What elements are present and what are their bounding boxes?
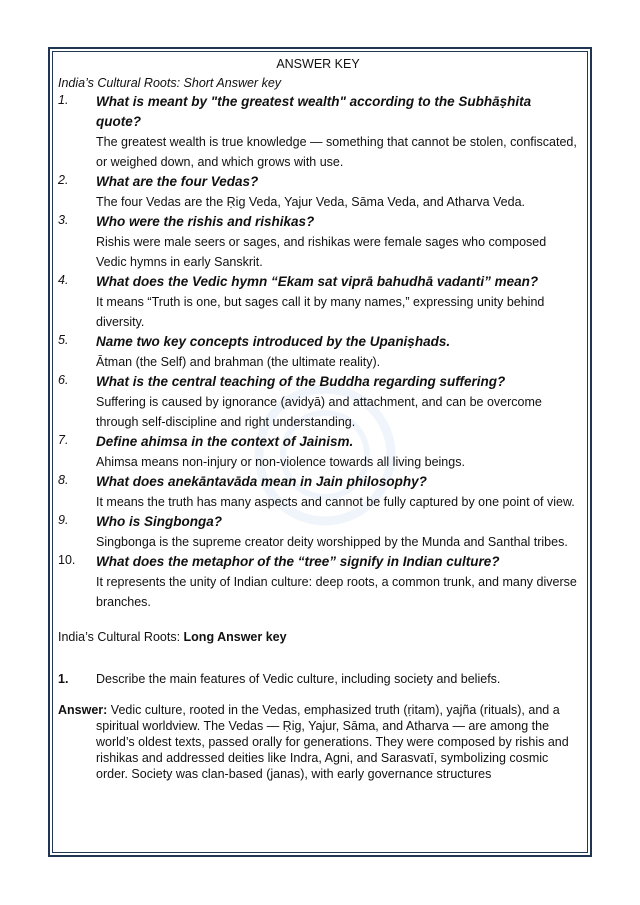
list-item xyxy=(58,212,578,272)
question-number: 10. xyxy=(58,553,76,567)
document-body xyxy=(58,55,578,782)
question-text: Name two key concepts introduced by the Upaniṣhads. xyxy=(96,334,451,349)
answer-text: The four Vedas are the Ṛig Veda, Yajur Veda, Sāma Veda, and Atharva Veda. xyxy=(96,195,526,209)
question-number: 5. xyxy=(58,333,69,347)
question-number: 4. xyxy=(58,273,69,287)
question-text: What is meant by "the greatest wealth" according to the Subhāṣhita quote? xyxy=(96,94,532,129)
question-text: Define ahimsa in the context of Jainism. xyxy=(96,434,354,449)
long-question xyxy=(58,670,578,688)
question-text: Who were the rishis and rishikas? xyxy=(96,214,315,229)
answer-body: Vedic culture, rooted in the Vedas, emphasized truth (ṛitam), yajña (rituals), and a spiritual worldview. The Vedas — Ṛig, Yajur, Sāma, and Atharva — are among the world’s oldest texts, passed orally for generations. They were composed by rishis and rishikas and addressed deities like Indra, Agni, and Sarasvatī, symbolizing cosmic order. Society was clan-based (janas), with early governance structures xyxy=(96,703,569,781)
long-answer xyxy=(58,702,578,782)
answer-text: Suffering is caused by ignorance (avidyā) and attachment, and can be overcome through self-discipline and right understanding. xyxy=(96,395,542,429)
short-answer-subtitle: India’s Cultural Roots: Short Answer key xyxy=(58,76,282,90)
question-number: 1. xyxy=(58,93,69,107)
list-item xyxy=(58,92,578,172)
question-text: What does the metaphor of the “tree” signify in Indian culture? xyxy=(96,554,500,569)
list-item xyxy=(58,512,578,552)
long-answer-heading-prefix: India’s Cultural Roots: xyxy=(58,630,184,644)
question-number: 3. xyxy=(58,213,69,227)
answer-text: The greatest wealth is true knowledge — something that cannot be stolen, confiscated, or weighed down, and which grows with use. xyxy=(96,135,577,169)
answer-text: It means “Truth is one, but sages call it by many names,” expressing unity behind diversity. xyxy=(96,295,545,329)
question-number: 6. xyxy=(58,373,69,387)
answer-label: Answer: xyxy=(58,703,108,717)
list-item xyxy=(58,172,578,212)
page-title: ANSWER KEY xyxy=(276,57,360,71)
long-answer-heading xyxy=(58,628,578,646)
question-number: 7. xyxy=(58,433,69,447)
list-item xyxy=(58,372,578,432)
answer-text: Ahimsa means non-injury or non-violence towards all living beings. xyxy=(96,455,465,469)
list-item xyxy=(58,432,578,472)
question-text: What are the four Vedas? xyxy=(96,174,259,189)
answer-text: It means the truth has many aspects and cannot be fully captured by one point of view. xyxy=(96,495,575,509)
list-item xyxy=(58,552,578,612)
long-answer-heading-bold: Long Answer key xyxy=(183,630,287,644)
list-item xyxy=(58,472,578,512)
question-text: What is the central teaching of the Buddha regarding suffering? xyxy=(96,374,506,389)
long-answer-paragraph xyxy=(58,702,578,782)
short-answer-list xyxy=(58,92,578,612)
question-text: What does the Vedic hymn “Ekam sat viprā bahudhā vadanti” mean? xyxy=(96,274,539,289)
list-item xyxy=(58,332,578,372)
list-item xyxy=(58,272,578,332)
long-question-text: Describe the main features of Vedic culture, including society and beliefs. xyxy=(96,672,501,686)
question-number: 2. xyxy=(58,173,69,187)
question-number: 9. xyxy=(58,513,69,527)
long-question-number: 1. xyxy=(58,672,69,686)
answer-text: It represents the unity of Indian culture: deep roots, a common trunk, and many diverse branches. xyxy=(96,575,577,609)
question-text: What does anekāntavāda mean in Jain philosophy? xyxy=(96,474,427,489)
question-number: 8. xyxy=(58,473,69,487)
question-text: Who is Singbonga? xyxy=(96,514,222,529)
answer-text: Singbonga is the supreme creator deity worshipped by the Munda and Santhal tribes. xyxy=(96,535,568,549)
answer-text: Ātman (the Self) and brahman (the ultimate reality). xyxy=(96,355,381,369)
answer-text: Rishis were male seers or sages, and rishikas were female sages who composed Vedic hymns in early Sanskrit. xyxy=(96,235,547,269)
